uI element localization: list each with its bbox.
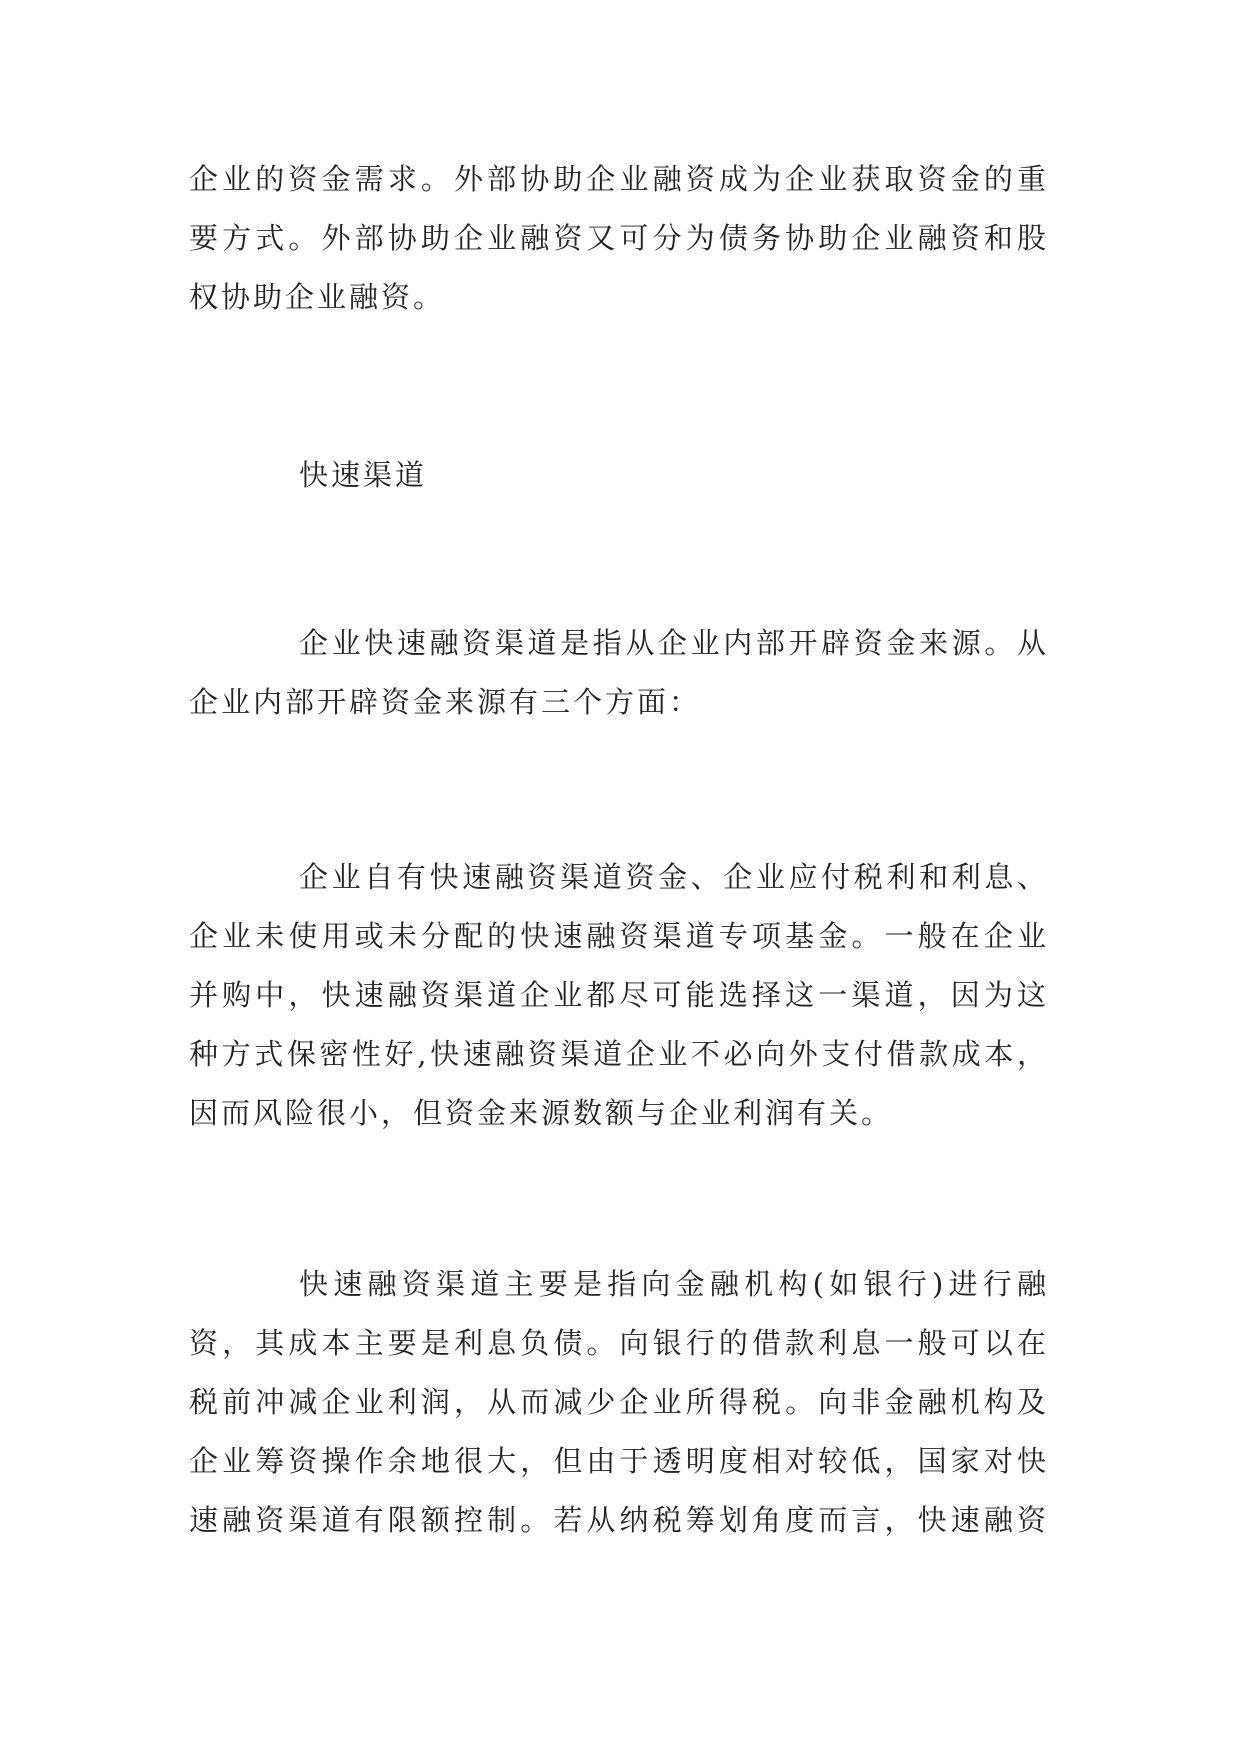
paragraph-line: 快速融资渠道主要是指向金融机构(如银行)进行融	[299, 1267, 1049, 1301]
paragraph-line: 资，其成本主要是利息负债。向银行的借款利息一般可以在	[189, 1326, 1049, 1360]
paragraph-line: 企业自有快速融资渠道资金、企业应付税利和利息、	[299, 860, 1049, 894]
paragraph-line: 企业筹资操作余地很大，但由于透明度相对较低，国家对快	[189, 1444, 1049, 1478]
paragraph-line: 并购中，快速融资渠道企业都尽可能选择这一渠道，因为这	[189, 978, 1049, 1012]
paragraph-line: 种方式保密性好,快速融资渠道企业不必向外支付借款成本，	[189, 1037, 1049, 1071]
paragraph-line: 权协助企业融资。	[189, 280, 446, 314]
paragraph-line: 速融资渠道有限额控制。若从纳税筹划角度而言，快速融资	[189, 1503, 1049, 1537]
paragraph-2	[189, 848, 1049, 1143]
paragraph-line: 要方式。外部协助企业融资又可分为债务协助企业融资和股	[189, 221, 1049, 255]
paragraph-line: 企业内部开辟资金来源有三个方面：	[189, 685, 702, 719]
paragraph-line: 企业的资金需求。外部协助企业融资成为企业获取资金的重	[189, 162, 1049, 196]
paragraph-line: 企业快速融资渠道是指从企业内部开辟资金来源。从	[299, 626, 1049, 660]
paragraph-1	[189, 614, 1049, 732]
paragraph-3	[189, 1255, 1049, 1550]
paragraph-line: 因而风险很小，但资金来源数额与企业利润有关。	[189, 1096, 894, 1130]
paragraph-line: 企业未使用或未分配的快速融资渠道专项基金。一般在企业	[189, 919, 1049, 953]
intro-paragraph	[189, 150, 1049, 327]
section-heading: 快速渠道	[299, 458, 428, 492]
paragraph-line: 税前冲减企业利润，从而减少企业所得税。向非金融机构及	[189, 1385, 1049, 1419]
